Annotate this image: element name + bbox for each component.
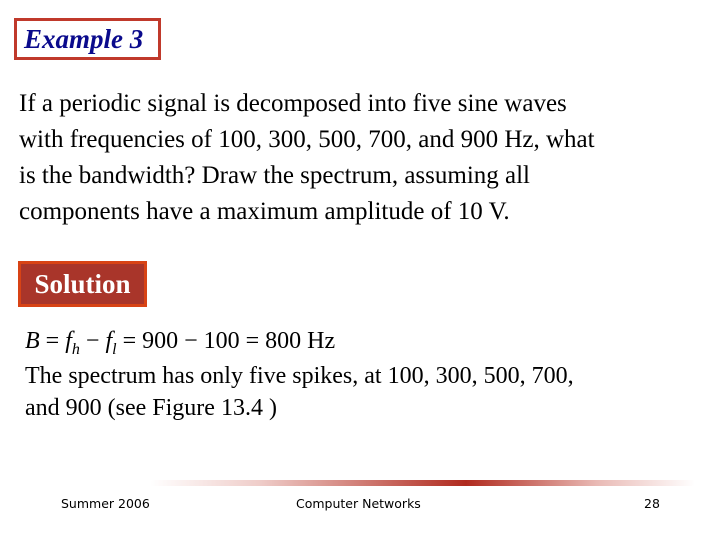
solution-answer [25, 360, 705, 424]
formula-equals: = [39, 328, 66, 354]
formula-result: = 900 − 100 = 800 Hz [116, 328, 336, 354]
solution-title-box [18, 261, 147, 307]
problem-statement [19, 86, 709, 230]
footer-date: Summer 2006 [61, 496, 150, 511]
problem-line: with frequencies of 100, 300, 500, 700, and 900 Hz, what [19, 126, 595, 153]
page-number: 28 [644, 496, 660, 511]
formula-b: B [25, 328, 40, 354]
answer-line: and 900 (see Figure 13.4 ) [25, 395, 277, 421]
formula-minus: − [79, 328, 106, 354]
example-title: Example 3 [24, 23, 144, 54]
formula-h-subscript: h [71, 340, 80, 358]
formula-fh: f [65, 328, 72, 354]
footer-divider [150, 480, 695, 486]
formula-l-subscript: l [112, 340, 117, 358]
problem-line: If a periodic signal is decomposed into five sine waves [19, 90, 567, 117]
problem-line: components have a maximum amplitude of 10 V. [19, 198, 510, 225]
footer-course-title: Computer Networks [296, 496, 421, 511]
problem-line: is the bandwidth? Draw the spectrum, assuming all [19, 162, 530, 189]
answer-line: The spectrum has only five spikes, at 100, 300, 500, 700, [25, 363, 574, 389]
bandwidth-formula [25, 324, 335, 358]
example-title-box [14, 18, 161, 60]
solution-title: Solution [34, 268, 131, 299]
formula-fl: f [105, 328, 113, 354]
